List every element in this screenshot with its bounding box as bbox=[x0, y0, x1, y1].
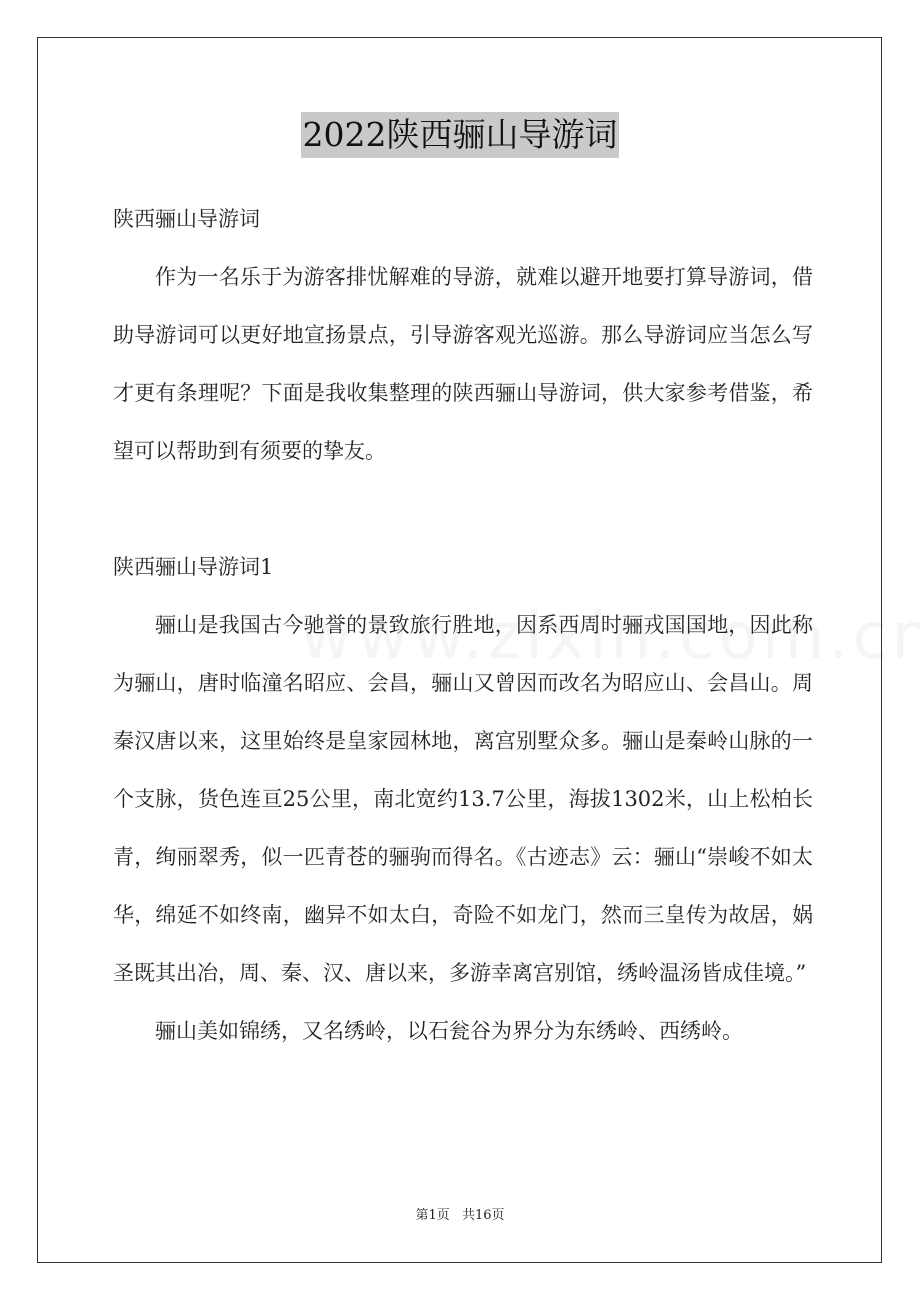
title-container bbox=[0, 112, 920, 158]
page-number-total: 共16页 bbox=[461, 1208, 505, 1223]
page-number-current: 第1页 bbox=[415, 1208, 450, 1223]
page-footer bbox=[0, 1204, 920, 1223]
document-body bbox=[113, 190, 813, 1060]
section-paragraph-2: 骊山美如锦绣，又名绣岭，以石瓮谷为界分为东绣岭、西绣岭。 bbox=[155, 1019, 743, 1043]
section-heading-1: 陕西骊山导游词1 bbox=[113, 555, 274, 579]
section-spacer bbox=[113, 480, 813, 538]
intro-paragraph: 作为一名乐于为游客排忧解难的导游，就难以避开地要打算导游词，借助导游词可以更好地宣扬景点，引导游客观光巡游。那么导游词应当怎么写才更有条理呢？下面是我收集整理的陕西骊山导游词，供大家参考借鉴，希望可以帮助到有须要的挚友。 bbox=[113, 265, 813, 463]
intro-heading: 陕西骊山导游词 bbox=[113, 207, 260, 231]
section-paragraph-1: 骊山是我国古今驰誉的景致旅行胜地，因系西周时骊戎国国地，因此称为骊山，唐时临潼名昭应、会昌，骊山又曾因而改名为昭应山、会昌山。周秦汉唐以来，这里始终是皇家园林地，离宫别墅众多。骊山是秦岭山脉的一个支脉，货色连亘25公里，南北宽约13.7公里，海拔1302米，山上松柏长青，绚丽翠秀，似一匹青苍的骊驹而得名。《古迹志》云：骊山“崇峻不如太华，绵延不如终南，幽异不如太白，奇险不如龙门，然而三皇传为故居，娲圣既其出冶，周、秦、汉、唐以来，多游幸离宫别馆，绣岭温汤皆成佳境。” bbox=[113, 613, 813, 985]
document-title: 2022陕西骊山导游词 bbox=[301, 112, 620, 158]
